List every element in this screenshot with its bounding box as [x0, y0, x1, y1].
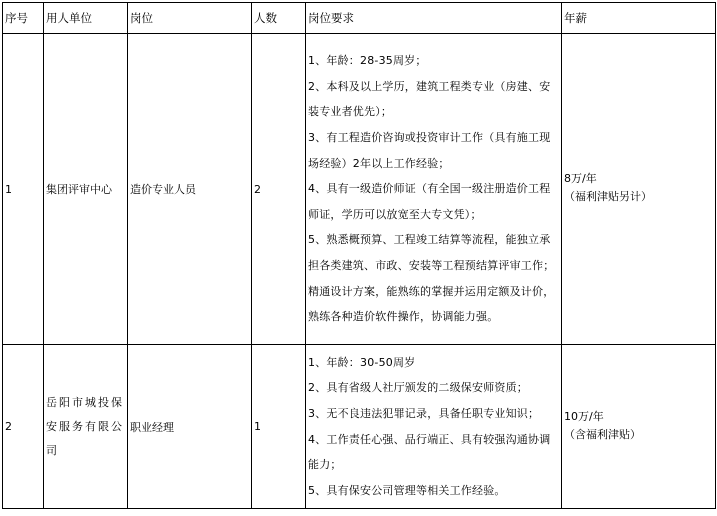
recruitment-table — [2, 2, 716, 509]
row-position: 造价专业人员 — [128, 34, 252, 345]
requirement-item: 5、熟悉概预算、工程竣工结算等流程，能独立承担各类建筑、市政、安装等工程预结算评审工作；精通设计方案，能熟练的掌握并运用定额及计价，熟练各种造价软件操作，协调能力强。 — [308, 233, 555, 324]
requirement-item: 1、年龄：28-35周岁； — [308, 54, 427, 68]
row-index: 1 — [3, 34, 44, 345]
table-header-row — [3, 3, 716, 34]
row-employer: 岳阳市城投保安服务有限公司 — [44, 345, 128, 509]
table-row — [3, 34, 716, 345]
salary-amount: 8万/年 — [564, 172, 597, 185]
salary-amount: 10万/年 — [564, 409, 604, 423]
requirement-item: 2、本科及以上学历，建筑工程类专业（房建、安装专业者优先）； — [308, 79, 551, 119]
requirement-item: 4、具有一级造价师证（有全国一级注册造价工程师证，学历可以放宽至大专文凭）； — [308, 182, 551, 221]
header-count: 人数 — [252, 3, 306, 34]
requirement-item: 3、有工程造价咨询或投资审计工作（具有施工现场经验）2年以上工作经验； — [308, 131, 551, 170]
salary-note: （含福利津贴） — [564, 427, 641, 441]
requirements-list — [308, 48, 559, 330]
row-salary — [562, 34, 716, 345]
row-salary — [562, 345, 716, 509]
requirements-list — [308, 350, 559, 504]
header-employer: 用人单位 — [44, 3, 128, 34]
header-index: 序号 — [3, 3, 44, 34]
requirement-item: 3、无不良违法犯罪记录，具备任职专业知识； — [308, 406, 540, 420]
requirement-item: 1、年龄：30-50周岁 — [308, 355, 416, 369]
salary-note: （福利津贴另计） — [564, 190, 652, 203]
header-requirements: 岗位要求 — [306, 3, 562, 34]
requirement-item: 2、具有省级人社厅颁发的二级保安师资质； — [308, 381, 528, 395]
header-position: 岗位 — [128, 3, 252, 34]
row-requirements — [306, 345, 562, 509]
row-count: 1 — [252, 345, 306, 509]
row-employer: 集团评审中心 — [44, 34, 128, 345]
row-position: 职业经理 — [128, 345, 252, 509]
row-index: 2 — [3, 345, 44, 509]
row-count: 2 — [252, 34, 306, 345]
requirement-item: 5、具有保安公司管理等相关工作经验。 — [308, 483, 506, 497]
row-requirements — [306, 34, 562, 345]
header-salary: 年薪 — [562, 3, 716, 34]
table-row — [3, 345, 716, 509]
requirement-item: 4、工作责任心强、品行端正、具有较强沟通协调能力； — [308, 432, 551, 472]
